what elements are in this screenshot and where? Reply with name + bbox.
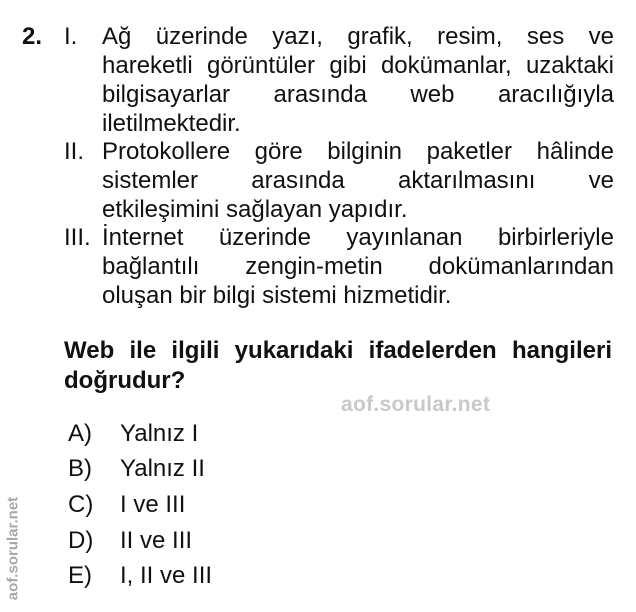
statement-2-text [102, 137, 614, 224]
option-letter: E) [68, 562, 92, 589]
statement-3 [64, 223, 614, 310]
option-text: Yalnız I [120, 420, 199, 447]
option-letter: A) [68, 420, 92, 447]
statement-2 [64, 137, 614, 224]
statement-1-line: iletilmektedir. [102, 110, 241, 137]
watermark: aof.sorular.net [341, 393, 491, 416]
option-a[interactable] [68, 419, 198, 448]
statement-2-numeral: II. [64, 138, 85, 165]
option-text: Yalnız II [120, 455, 205, 482]
statement-2-line: Protokollere göre bilginin paketler hâlinde [102, 138, 614, 165]
statement-1-line: Ağ üzerinde yazı, grafik, resim, ses ve [102, 23, 614, 50]
statement-1-line: hareketli görüntüler gibi dokümanlar, uzaktaki [102, 52, 614, 79]
question-prompt-line: doğrudur? [64, 367, 186, 394]
option-letter: B) [68, 455, 92, 482]
statement-1-line: bilgisayarlar arasında web aracılığıyla [102, 81, 614, 108]
option-text: I, II ve III [120, 562, 213, 589]
question-number: 2. [22, 23, 43, 50]
option-e[interactable] [68, 561, 212, 590]
side-watermark: aof.sorular.net [4, 496, 22, 601]
option-letter: C) [68, 491, 94, 518]
option-b[interactable] [68, 454, 205, 483]
statement-3-line: İnternet üzerinde yayınlanan birbirleriyle [102, 224, 614, 251]
statement-1 [64, 22, 614, 138]
statement-3-line: oluşan bir bilgi sistemi hizmetidir. [102, 282, 452, 309]
statement-3-text [102, 223, 614, 310]
statement-2-line: etkileşimini sağlayan yapıdır. [102, 196, 408, 223]
statement-1-text [102, 22, 614, 138]
option-d[interactable] [68, 526, 192, 555]
option-letter: D) [68, 527, 94, 554]
statement-3-numeral: III. [64, 224, 91, 251]
statement-2-line: sistemler arasında aktarılmasını ve [102, 167, 614, 194]
question-prompt-line: Web ile ilgili yukarıdaki ifadelerden hangileri [64, 337, 612, 364]
option-text: I ve III [120, 491, 186, 518]
statement-3-line: bağlantılı zengin-metin dokümanlarından [102, 253, 614, 280]
question-prompt [64, 336, 612, 396]
statement-1-numeral: I. [64, 23, 78, 50]
option-c[interactable] [68, 490, 185, 519]
option-text: II ve III [120, 527, 193, 554]
